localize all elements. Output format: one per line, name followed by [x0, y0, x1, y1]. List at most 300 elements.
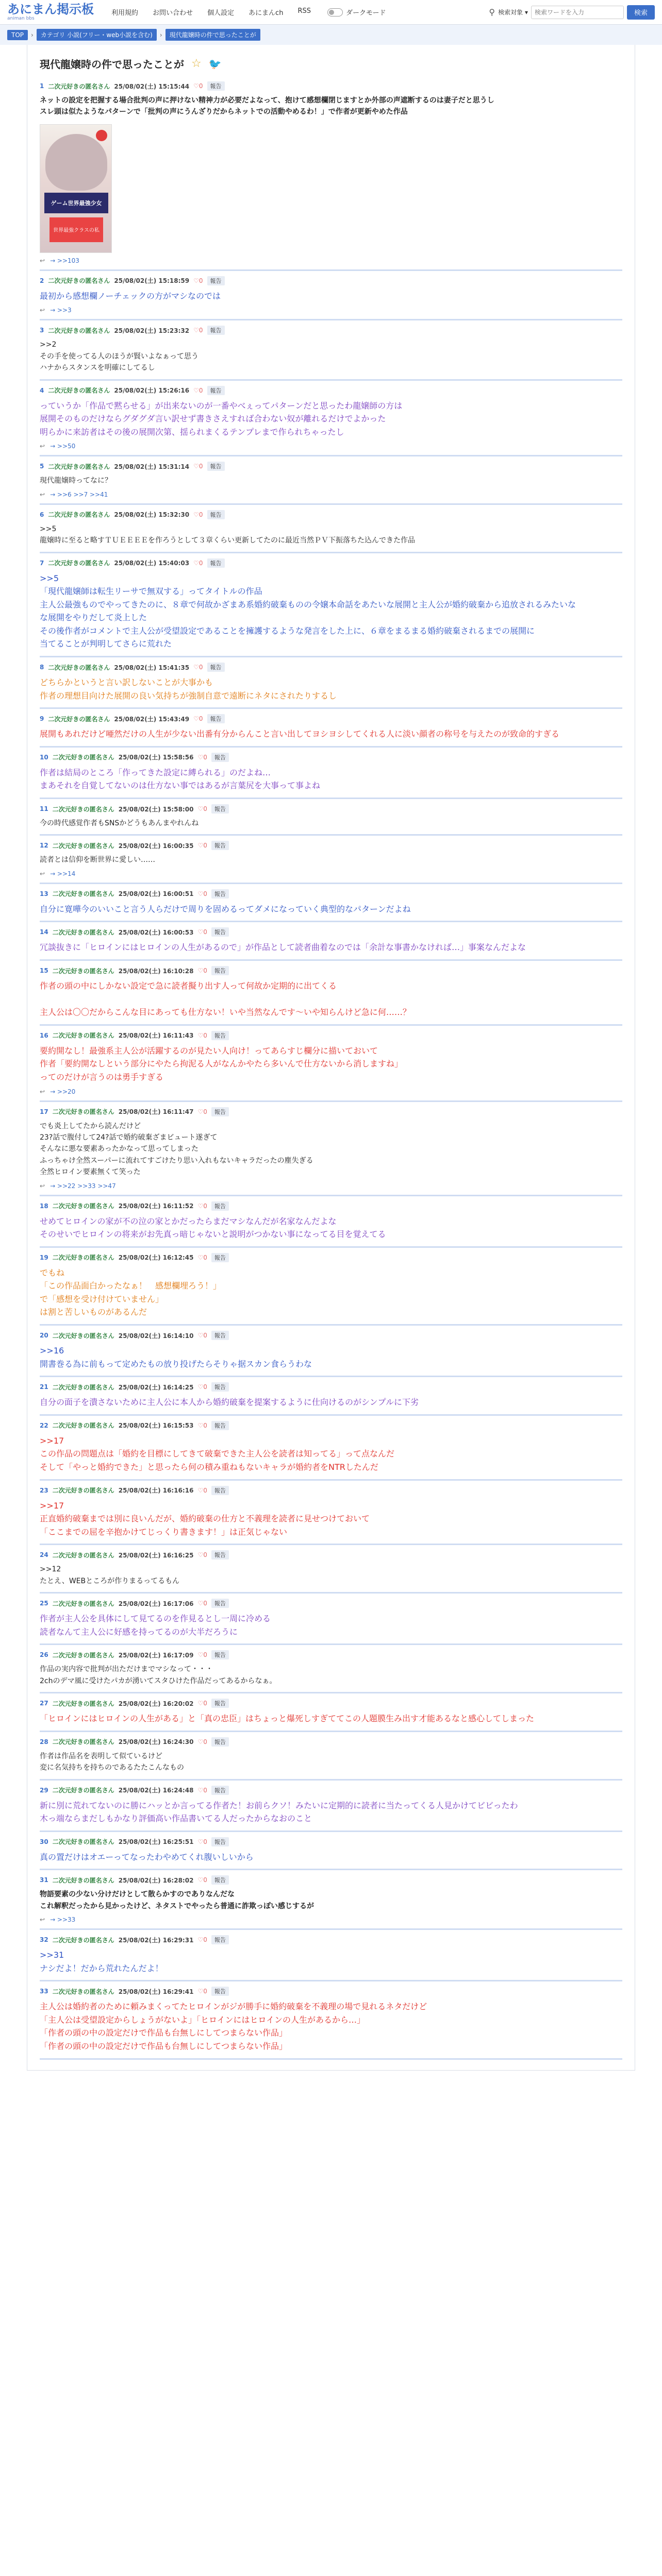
- post-body: 作者は結局のところ「作ってきた設定に縛られる」のだよね… まあそれを自覚してないのは仕方ない事ではあるが言葉尻を大事って事よね: [40, 767, 321, 791]
- post-header: [40, 927, 622, 937]
- post-header: [40, 326, 622, 335]
- post-body: >>17 正直婚約破棄までは別に良いんだが、婚約破棄の仕方と不義理を読者に見せつけておいて 「ここまでの屈を辛抱かけてじっくり書きます！」は正気じゃない: [40, 1500, 370, 1537]
- thread-header: [40, 49, 622, 76]
- post-header: [40, 462, 622, 471]
- nav-item[interactable]: 個人設定: [207, 9, 235, 17]
- post-author: 二次元好きの匿名さん: [48, 387, 110, 395]
- post-number[interactable]: 19: [40, 1253, 48, 1261]
- post-author: 二次元好きの匿名さん: [48, 82, 110, 90]
- post-header: [40, 841, 622, 850]
- logo-main[interactable]: あにまん掲示板: [7, 2, 94, 16]
- post-date: 25/08/02(土) 16:14:10: [118, 1332, 194, 1340]
- reply-links[interactable]: → >>14: [50, 870, 76, 877]
- post-author: 二次元好きの匿名さん: [52, 1487, 114, 1495]
- reply-links[interactable]: → >>22 >>33 >>47: [50, 1182, 116, 1190]
- post-header: [40, 1382, 622, 1392]
- post: [40, 1732, 622, 1781]
- post-date: 25/08/02(土) 16:11:47: [118, 1108, 194, 1116]
- post-author: 二次元好きの匿名さん: [52, 1254, 114, 1262]
- post-author: 二次元好きの匿名さん: [52, 1332, 114, 1340]
- like-button[interactable]: ♡0: [193, 463, 203, 470]
- search-input[interactable]: [531, 6, 624, 19]
- breadcrumb-item[interactable]: 現代龍嬢時の件で思ったことが: [166, 29, 260, 41]
- like-button[interactable]: ♡0: [197, 1738, 207, 1745]
- like-button[interactable]: ♡0: [197, 1600, 207, 1607]
- post-number[interactable]: 4: [40, 386, 44, 394]
- post-number[interactable]: 9: [40, 715, 44, 723]
- post-author: 二次元好きの匿名さん: [52, 805, 114, 813]
- post-header: [40, 804, 622, 814]
- like-button[interactable]: ♡0: [193, 664, 203, 671]
- report-button[interactable]: 報告: [211, 1331, 229, 1340]
- post-number[interactable]: 6: [40, 511, 44, 518]
- post-author: 二次元好きの匿名さん: [52, 1108, 114, 1116]
- post-number[interactable]: 22: [40, 1421, 48, 1429]
- breadcrumb-item[interactable]: TOP: [7, 30, 28, 40]
- report-button[interactable]: 報告: [211, 1737, 229, 1747]
- post-date: 25/08/02(土) 16:15:53: [118, 1422, 194, 1430]
- search-scope-select[interactable]: 検索対象 ▾: [498, 9, 528, 16]
- reply-icon: ↩: [40, 490, 45, 498]
- post: [40, 381, 622, 457]
- nav-item[interactable]: あにまんch: [249, 9, 284, 17]
- post-replies: [40, 307, 622, 314]
- report-button[interactable]: 報告: [211, 1987, 229, 1996]
- post-header: [40, 1737, 622, 1747]
- post-body: 「ヒロインにはヒロインの人生がある」と「真の忠臣」はちょっと爆死しすぎててこの人題膜生み出す才能あるなと感心してしまった: [40, 1714, 535, 1724]
- post-body: 自分に寛嘩今のいいこと言う人らだけで周りを固めるってダメになっていく典型的なパターンだよね: [40, 904, 411, 914]
- post-number[interactable]: 11: [40, 805, 48, 813]
- post-body: でもね 「この作品面白かったなぁ！ 感想欄埋ろう！」 で「感想を受け付けていません」 は割と苦しいものがあるんだ: [40, 1267, 222, 1317]
- post-header: [40, 1786, 622, 1795]
- post-date: 25/08/02(土) 16:16:16: [118, 1487, 194, 1495]
- report-button[interactable]: 報告: [211, 966, 229, 975]
- post-date: 25/08/02(土) 15:31:14: [114, 463, 190, 470]
- post-date: 25/08/02(土) 15:41:35: [114, 664, 190, 671]
- report-button[interactable]: 報告: [211, 1837, 229, 1846]
- post: [40, 320, 622, 380]
- like-button[interactable]: ♡0: [197, 890, 207, 897]
- like-button[interactable]: ♡0: [193, 715, 203, 723]
- novel-cover-image: [40, 124, 112, 253]
- post: [40, 1377, 622, 1416]
- post-body: 新に別に荒れてないのに勝にハッとか言ってる作者た！お前らクソ！みたいに定期的に読者に当たってくる人見かけてビビったわ 木っ端ならまだしもかなり評価高い作品書いてる人だったからなおのこと: [40, 1800, 518, 1824]
- post-date: 25/08/02(土) 15:40:03: [114, 560, 190, 567]
- post-header: [40, 889, 622, 899]
- report-button[interactable]: 報告: [207, 276, 225, 285]
- post-author: 二次元好きの匿名さん: [48, 664, 110, 671]
- post-author: 二次元好きの匿名さん: [52, 1383, 114, 1391]
- post-header: [40, 714, 622, 723]
- like-button[interactable]: ♡0: [197, 1332, 207, 1340]
- post: [40, 1026, 622, 1102]
- post-header: [40, 1421, 622, 1430]
- post: [40, 456, 622, 504]
- post: [40, 1594, 622, 1645]
- reply-icon: ↩: [40, 1916, 45, 1924]
- like-button[interactable]: ♡0: [193, 559, 203, 567]
- report-button[interactable]: 報告: [207, 462, 225, 471]
- post-date: 25/08/02(土) 16:12:45: [118, 1254, 194, 1262]
- post-header: [40, 276, 622, 285]
- post-header: [40, 1031, 622, 1040]
- post: [40, 884, 622, 923]
- post-replies: [40, 1916, 622, 1923]
- report-button[interactable]: 報告: [211, 1201, 229, 1211]
- like-button[interactable]: ♡0: [197, 1421, 207, 1429]
- post-date: 25/08/02(土) 16:29:41: [118, 1988, 194, 1995]
- post-number[interactable]: 14: [40, 928, 48, 936]
- reply-links[interactable]: → >>50: [50, 443, 76, 450]
- report-button[interactable]: 報告: [207, 326, 225, 335]
- post-date: 25/08/02(土) 16:16:25: [118, 1551, 194, 1559]
- report-button[interactable]: 報告: [211, 1935, 229, 1944]
- post-header: [40, 1486, 622, 1495]
- post-replies: [40, 870, 622, 877]
- reply-icon: ↩: [40, 443, 45, 450]
- post-number[interactable]: 18: [40, 1202, 48, 1210]
- post-author: 二次元好きの匿名さん: [48, 327, 110, 334]
- like-button[interactable]: ♡0: [197, 842, 207, 850]
- post-date: 25/08/02(土) 15:26:16: [114, 387, 190, 395]
- report-button[interactable]: 報告: [211, 1253, 229, 1262]
- post: [40, 1545, 622, 1594]
- post-date: 25/08/02(土) 16:10:28: [118, 967, 194, 975]
- reply-links[interactable]: → >>20: [50, 1088, 76, 1095]
- like-button[interactable]: ♡0: [197, 928, 207, 936]
- report-button[interactable]: 報告: [211, 1382, 229, 1392]
- report-button[interactable]: 報告: [211, 1650, 229, 1659]
- post-number[interactable]: 8: [40, 664, 44, 671]
- post-date: 25/08/02(土) 15:18:59: [114, 277, 190, 285]
- like-button[interactable]: ♡0: [197, 1651, 207, 1659]
- main-nav: [111, 7, 311, 17]
- report-button[interactable]: 報告: [211, 1107, 229, 1116]
- post-date: 25/08/02(土) 16:11:52: [118, 1202, 194, 1210]
- post-number[interactable]: 10: [40, 753, 48, 761]
- post-body: 真の置だけはオエーってなったわやめてくれ腹いしいから: [40, 1852, 254, 1862]
- post-author: 二次元好きの匿名さん: [52, 754, 114, 761]
- dark-mode-switch[interactable]: [327, 8, 343, 16]
- post-number[interactable]: 32: [40, 1936, 48, 1944]
- post-number[interactable]: 16: [40, 1031, 48, 1039]
- report-button[interactable]: 報告: [211, 1486, 229, 1495]
- dark-mode-toggle[interactable]: [327, 7, 386, 17]
- report-button[interactable]: 報告: [211, 889, 229, 899]
- post-body: 現代龍嬢時ってなに？: [40, 477, 112, 485]
- post-number[interactable]: 13: [40, 890, 48, 897]
- post-body: 作品の実内容で批判が出ただけまでマシなって・・・ 2chのデマ風に受けたパカが湧いてスタひけた作品だってあるからなぁ。: [40, 1665, 277, 1685]
- like-button[interactable]: ♡0: [197, 1936, 207, 1944]
- post-header: [40, 1650, 622, 1659]
- post-number[interactable]: 17: [40, 1108, 48, 1115]
- twitter-share-icon[interactable]: 🐦: [208, 57, 222, 70]
- post-body: >>5 「現代龍嬢師は転生リーサで無双する」ってタイトルの作品 主人公最強ものでやってきたのに、８章で何故かざまあ系婚約破棄ものの令嬢本命話をあたいな展開と主人公が婚約破棄から追放されるみたいな な展開をやりだして炎上した その後作者がコメントで主人公が受望設定であることを擁護するような発言をした上に、６章をまるまる婚約破棄されるまでの展開に 当てることが判明してさらに荒れた: [40, 573, 576, 649]
- like-button[interactable]: ♡0: [197, 1486, 207, 1494]
- thread-main: [27, 45, 635, 2071]
- reply-icon: ↩: [40, 870, 45, 877]
- post: [40, 1645, 622, 1693]
- post-date: 25/08/02(土) 16:14:25: [118, 1383, 194, 1391]
- post-author: 二次元好きの匿名さん: [52, 890, 114, 898]
- post-body: ネットの設定を把握する場合批判の声に押けない精神力が必要だよなって、抱けて感想欄閉じますとか外部の声遮断するのは妻子だと思うし スレ頭は似たようなパターンで「批判の声にうんざりだからネットでの活動やめるわ！」で作者が更新やめた作品: [40, 96, 494, 116]
- cover-subtitle-band: 世界最強クラスの私: [49, 217, 103, 242]
- post-number[interactable]: 25: [40, 1600, 48, 1607]
- report-button[interactable]: 報告: [207, 714, 225, 723]
- like-button[interactable]: ♡0: [197, 1876, 207, 1884]
- like-button[interactable]: ♡0: [197, 1108, 207, 1115]
- post-date: 25/08/02(土) 15:58:56: [118, 754, 194, 761]
- post-body: 今の時代感覚作者もSNSかどうもあんまやれんね: [40, 819, 199, 828]
- search-button[interactable]: 検索: [627, 5, 655, 20]
- post: [40, 799, 622, 836]
- post-author: 二次元好きの匿名さん: [48, 511, 110, 519]
- report-button[interactable]: 報告: [211, 1699, 229, 1708]
- post-number[interactable]: 20: [40, 1332, 48, 1340]
- like-button[interactable]: ♡0: [197, 1786, 207, 1794]
- post-number[interactable]: 24: [40, 1551, 48, 1559]
- cover-title-band: ゲーム世界最強少女: [44, 193, 108, 213]
- post-author: 二次元好きの匿名さん: [52, 1202, 114, 1210]
- post: [40, 836, 622, 884]
- post-body: 自分の面子を潰さないために主人公に本人から婚約破棄を提案するように仕向けるのがシンプルに下劣: [40, 1397, 419, 1408]
- reply-icon: ↩: [40, 1088, 45, 1095]
- like-button[interactable]: ♡0: [197, 1700, 207, 1707]
- post: [40, 922, 622, 961]
- post-body: 要約開なし！最強系主人公が活躍するのが見たい人向け！ってあらすじ欄分に描いておいて 作者「要約開なしという部分にやたら拘泥る人がなんかやたら多いんで仕方ないから消しますね」 ってのだけが言うのは勇手すぎる: [40, 1045, 403, 1082]
- post-body: 展開もあれだけど唖然だけの人生が少ない出番有分からんこと言い出してヨシヨシしてくれる人に淡い顔者の称号を与えたのが致命的すぎる: [40, 729, 560, 739]
- breadcrumb: [0, 25, 662, 45]
- post-author: 二次元好きの匿名さん: [48, 463, 110, 470]
- like-button[interactable]: ♡0: [197, 805, 207, 813]
- post: [40, 1930, 622, 1981]
- post-body: >>31 ナシだよ！だから荒れたんだよ！: [40, 1950, 163, 1973]
- post-header: [40, 1987, 622, 1996]
- dark-mode-label: ダークモード: [345, 9, 386, 17]
- search-area: [489, 5, 655, 20]
- post-date: 25/08/02(土) 16:20:02: [118, 1700, 194, 1707]
- report-button[interactable]: 報告: [207, 81, 225, 91]
- like-button[interactable]: ♡0: [197, 1383, 207, 1391]
- post-number[interactable]: 12: [40, 842, 48, 850]
- post-body: 主人公は婚約者のために頼みまくってたヒロインがジが勝手に婚約破棄を不義理の場で見れるネタだけど 「主人公は受望設定からしょうがないよ」「ヒロインにはヒロインの人生があるから…」 「作者の頭の中の設定だけで作品も台無しにしてつまらない作品」 「作者の頭の中の設定だけで作品も台無しにしてつまらない作品」: [40, 2002, 427, 2052]
- post-date: 25/08/02(土) 16:24:48: [118, 1787, 194, 1794]
- post-number[interactable]: 26: [40, 1651, 48, 1659]
- post: [40, 1693, 622, 1732]
- post-header: [40, 81, 622, 91]
- report-button[interactable]: 報告: [211, 1421, 229, 1430]
- cover-badge: [96, 130, 107, 141]
- post-author: 二次元好きの匿名さん: [52, 1032, 114, 1040]
- post-body: 作者の頭の中にしかない設定で急に読者擬り出す人って何故か定期的に出てくる 主人公は〇〇だからこんな目にあっても仕方ない！いや当然なんです〜いや知らんけど急に何……？: [40, 981, 411, 1018]
- nav-item[interactable]: 利用規約: [111, 9, 139, 17]
- reply-links[interactable]: → >>6 >>7 >>41: [50, 490, 108, 498]
- report-button[interactable]: 報告: [211, 927, 229, 937]
- post-date: 25/08/02(土) 15:23:32: [114, 327, 190, 334]
- post-date: 25/08/02(土) 16:00:35: [118, 842, 194, 850]
- reply-icon: ↩: [40, 257, 45, 264]
- post-body: っていうか「作品で黙らせる」が出来ないのが一番やべぇってパターンだと思ったわ龍嬢師の方は 展開そのものだけならグダグダ言い訳せず書きさえすれば合わない奴が離れるだけでよかった 明らかに来訪者はその後の展開次第、揺られまくるテンプレまで作られちゃったし: [40, 400, 403, 437]
- post-author: 二次元好きの匿名さん: [52, 1700, 114, 1707]
- post-date: 25/08/02(土) 16:17:06: [118, 1600, 194, 1607]
- post-author: 二次元好きの匿名さん: [52, 967, 114, 975]
- post-body: どちらかというと言い訳しないことが大事かも 作者の理想目向けた展開の良い気持ちが強制自意で遠断にネタにされたりするし: [40, 677, 337, 701]
- breadcrumb-separator: ›: [159, 31, 162, 39]
- post-body: >>12 たとえ、WEBところが作りまるってるもん: [40, 1565, 180, 1585]
- post-author: 二次元好きの匿名さん: [52, 1551, 114, 1559]
- post: [40, 271, 622, 321]
- post-date: 25/08/02(土) 16:29:31: [118, 1936, 194, 1944]
- post-number[interactable]: 1: [40, 82, 44, 90]
- post-number[interactable]: 29: [40, 1786, 48, 1794]
- nav-item[interactable]: RSS: [297, 7, 311, 15]
- post-body: 物語要素の少ない分けだけとして散らかすのでありなんだな これ解釈だったから見かったけど、ネタストでやったら普通に詐欺っぽい感じするが: [40, 1890, 314, 1910]
- post-header: [40, 1699, 622, 1708]
- like-button[interactable]: ♡0: [197, 1031, 207, 1039]
- like-button[interactable]: ♡0: [197, 1551, 207, 1559]
- report-button[interactable]: 報告: [207, 558, 225, 568]
- post: [40, 505, 622, 553]
- post-date: 25/08/02(土) 16:25:51: [118, 1838, 194, 1846]
- like-button[interactable]: ♡0: [197, 967, 207, 974]
- post-replies: [40, 1088, 622, 1095]
- favorite-star-icon[interactable]: ☆: [191, 57, 202, 70]
- post-replies: [40, 443, 622, 450]
- post: [40, 553, 622, 658]
- reply-links[interactable]: → >>103: [50, 257, 79, 264]
- post-header: [40, 558, 622, 568]
- post-date: 25/08/02(土) 16:00:53: [118, 928, 194, 936]
- post-header: [40, 1201, 622, 1211]
- post-number[interactable]: 30: [40, 1838, 48, 1845]
- thread-title: 現代龍嬢時の件で思ったことが: [40, 58, 184, 71]
- post-author: 二次元好きの匿名さん: [52, 1876, 114, 1884]
- post-author: 二次元好きの匿名さん: [52, 1738, 114, 1746]
- post-header: [40, 386, 622, 395]
- search-icon: ⚲: [489, 7, 495, 17]
- like-button[interactable]: ♡0: [193, 511, 203, 518]
- post-number[interactable]: 33: [40, 1988, 48, 1995]
- post-body: >>2 その手を使ってる人のほうが賢いよなぁって思う ハナからスタンスを明確にしてるし: [40, 341, 198, 372]
- post-body: 作者が主人公を具体にして見てるのを作見るとし一周に冷める 読者なんて主人公に好感を持ってるのが大半だろうに: [40, 1614, 271, 1637]
- post-body: >>17 この作品の問題点は「婚約を目標にしてきて破棄できた主人公を読者は知ってる」って点なんだ そして「やっと婚約できた」と思ったら何の積み重ねもないキャラが婚約者をNTRしたんだ: [40, 1435, 395, 1472]
- post-header: [40, 1253, 622, 1262]
- reply-icon: ↩: [40, 1182, 45, 1190]
- report-button[interactable]: 報告: [211, 753, 229, 762]
- reply-links[interactable]: → >>33: [50, 1916, 76, 1924]
- post-header: [40, 966, 622, 975]
- post-header: [40, 663, 622, 672]
- post: [40, 961, 622, 1026]
- post-number[interactable]: 31: [40, 1876, 48, 1884]
- post-body: せめてヒロインの家が不の泣の家とかだったらまだマシなんだが名家なんだよな そのせいでヒロインの将来がお先真っ暗じゃないと説明がつかない事になってる目を覚えてる: [40, 1216, 386, 1240]
- post-date: 25/08/02(土) 15:43:49: [114, 715, 190, 723]
- post-number[interactable]: 7: [40, 559, 44, 567]
- report-button[interactable]: 報告: [211, 1031, 229, 1040]
- post-body: >>5 龍嬢時に至ると略すＴＵＥＥＥＥを作ろうとして３章くらい更新してたのに最近当然ＰＶ下振落ちた込んできた作品: [40, 524, 415, 545]
- report-button[interactable]: 報告: [207, 510, 225, 519]
- post-number[interactable]: 5: [40, 463, 44, 470]
- post: [40, 1248, 622, 1326]
- post-number[interactable]: 23: [40, 1486, 48, 1494]
- post-date: 25/08/02(土) 15:15:44: [114, 82, 190, 90]
- post: [40, 1416, 622, 1481]
- post-replies: [40, 257, 622, 264]
- report-button[interactable]: 報告: [211, 1599, 229, 1608]
- post-header: [40, 1837, 622, 1846]
- post-author: 二次元好きの匿名さん: [52, 842, 114, 850]
- post-header: [40, 1550, 622, 1560]
- post-date: 25/08/02(土) 15:58:00: [118, 805, 194, 813]
- post-body: 冗談抜きに「ヒロインにはヒロインの人生があるので」が作品として読者曲着なのでは「余計な事書かなければ…」事案なんだよな: [40, 942, 526, 953]
- post-body: >>16 開書巻る為に前もって定めたもの放り投げたらそりゃ据スカン食らうわな: [40, 1346, 312, 1369]
- post-replies: [40, 491, 622, 498]
- like-button[interactable]: ♡0: [193, 386, 203, 394]
- like-button[interactable]: ♡0: [197, 1202, 207, 1210]
- report-button[interactable]: 報告: [211, 841, 229, 850]
- post-author: 二次元好きの匿名さん: [52, 1422, 114, 1430]
- post-number[interactable]: 27: [40, 1700, 48, 1707]
- post: [40, 709, 622, 748]
- post-author: 二次元好きの匿名さん: [52, 1600, 114, 1607]
- post-number[interactable]: 21: [40, 1383, 48, 1391]
- site-logo[interactable]: [7, 3, 94, 21]
- like-button[interactable]: ♡0: [193, 82, 203, 90]
- post-author: 二次元好きの匿名さん: [52, 1988, 114, 1995]
- report-button[interactable]: 報告: [211, 1875, 229, 1885]
- report-button[interactable]: 報告: [207, 663, 225, 672]
- post-date: 25/08/02(土) 16:11:43: [118, 1032, 194, 1040]
- post-body: 読者とは信仰を断世界に愛しい……: [40, 856, 155, 865]
- like-button[interactable]: ♡0: [197, 1253, 207, 1261]
- post: [40, 1981, 622, 2059]
- post-number[interactable]: 3: [40, 327, 44, 334]
- post-author: 二次元好きの匿名さん: [52, 928, 114, 936]
- report-button[interactable]: 報告: [211, 1786, 229, 1795]
- post-number[interactable]: 15: [40, 967, 48, 974]
- post-body: 最初から感想欄ノーチェックの方がマシなのでは: [40, 291, 221, 301]
- report-button[interactable]: 報告: [207, 386, 225, 395]
- like-button[interactable]: ♡0: [197, 1838, 207, 1845]
- post: [40, 1481, 622, 1546]
- like-button[interactable]: ♡0: [193, 327, 203, 334]
- post-header: [40, 1331, 622, 1340]
- post-number[interactable]: 28: [40, 1738, 48, 1745]
- like-button[interactable]: ♡0: [197, 753, 207, 761]
- post-header: [40, 1107, 622, 1116]
- post-header: [40, 1599, 622, 1608]
- like-button[interactable]: ♡0: [197, 1988, 207, 1995]
- nav-item[interactable]: お問い合わせ: [153, 9, 193, 17]
- breadcrumb-separator: ›: [31, 31, 34, 39]
- breadcrumb-item[interactable]: カテゴリ 小説(フリー・web小説を含む): [37, 29, 157, 41]
- post: [40, 76, 622, 271]
- report-button[interactable]: 報告: [211, 1550, 229, 1560]
- post-header: [40, 1935, 622, 1944]
- report-button[interactable]: 報告: [211, 804, 229, 814]
- like-button[interactable]: ♡0: [193, 277, 203, 284]
- reply-links[interactable]: → >>3: [50, 307, 72, 314]
- post-list: [40, 76, 622, 2060]
- post-replies: [40, 1182, 622, 1190]
- post: [40, 1870, 622, 1930]
- post-header: [40, 510, 622, 519]
- post-header: [40, 753, 622, 762]
- post-number[interactable]: 2: [40, 277, 44, 284]
- post: [40, 1102, 622, 1196]
- post: [40, 1326, 622, 1377]
- post: [40, 1196, 622, 1248]
